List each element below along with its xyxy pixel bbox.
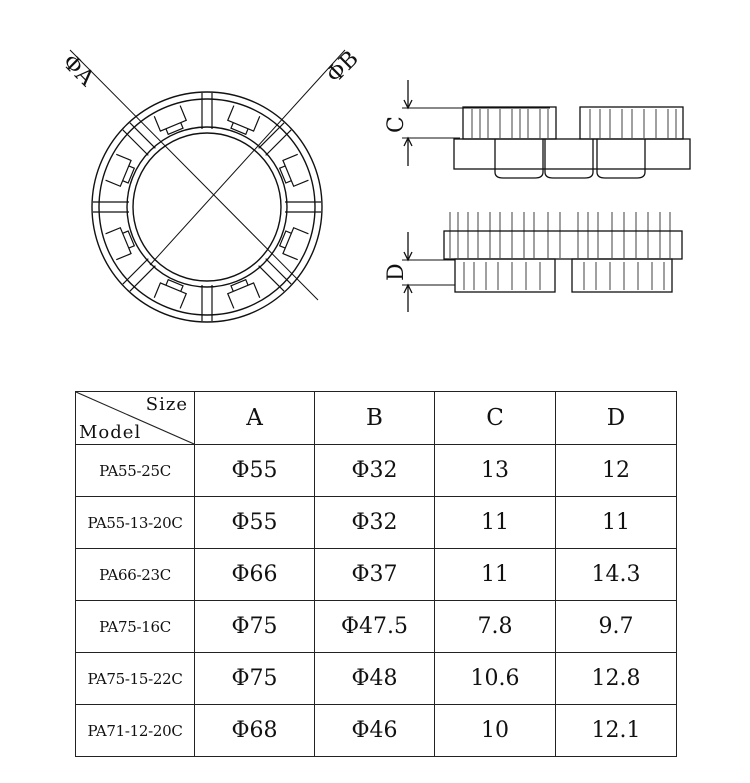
c-cell: 10 [435, 705, 556, 757]
c-cell: 10.6 [435, 653, 556, 705]
corner-model-label: Model [79, 422, 142, 443]
a-cell: Φ68 [195, 705, 315, 757]
b-cell: Φ48 [315, 653, 435, 705]
b-cell: Φ47.5 [315, 601, 435, 653]
dim-b-label: ΦB [321, 46, 364, 89]
a-cell: Φ75 [195, 653, 315, 705]
d-cell: 14.3 [556, 549, 677, 601]
model-cell: PA75-16C [76, 601, 195, 653]
d-cell: 12.1 [556, 705, 677, 757]
technical-drawing [0, 0, 750, 380]
b-cell: Φ37 [315, 549, 435, 601]
b-cell: Φ46 [315, 705, 435, 757]
side-view-top [402, 80, 690, 178]
model-cell: PA55-13-20C [76, 497, 195, 549]
spec-table [75, 391, 677, 757]
c-cell: 13 [435, 445, 556, 497]
b-cell: Φ32 [315, 497, 435, 549]
c-cell: 11 [435, 497, 556, 549]
corner-size-label: Size [145, 394, 188, 415]
d-cell: 12.8 [556, 653, 677, 705]
model-cell: PA55-25C [76, 445, 195, 497]
a-cell: Φ66 [195, 549, 315, 601]
d-cell: 11 [556, 497, 677, 549]
model-cell: PA71-12-20C [76, 705, 195, 757]
a-cell: Φ55 [195, 497, 315, 549]
header-d: D [556, 392, 677, 445]
side-view-bottom [402, 212, 682, 312]
table-row [76, 653, 677, 705]
dim-a-label: ΦA [57, 49, 99, 92]
header-b: B [315, 392, 435, 445]
header-a: A [195, 392, 315, 445]
model-cell: PA66-23C [76, 549, 195, 601]
table-row [76, 549, 677, 601]
dim-c-label: C [384, 116, 409, 133]
b-cell: Φ32 [315, 445, 435, 497]
a-cell: Φ55 [195, 445, 315, 497]
table-row [76, 445, 677, 497]
d-cell: 9.7 [556, 601, 677, 653]
table-row [76, 705, 677, 757]
c-cell: 7.8 [435, 601, 556, 653]
header-row [76, 392, 677, 445]
dim-d-label: D [384, 263, 409, 281]
c-cell: 11 [435, 549, 556, 601]
top-view-ring [70, 50, 345, 322]
table-row [76, 601, 677, 653]
header-c: C [435, 392, 556, 445]
a-cell: Φ75 [195, 601, 315, 653]
table-row [76, 497, 677, 549]
d-cell: 12 [556, 445, 677, 497]
corner-header [76, 392, 195, 445]
model-cell: PA75-15-22C [76, 653, 195, 705]
